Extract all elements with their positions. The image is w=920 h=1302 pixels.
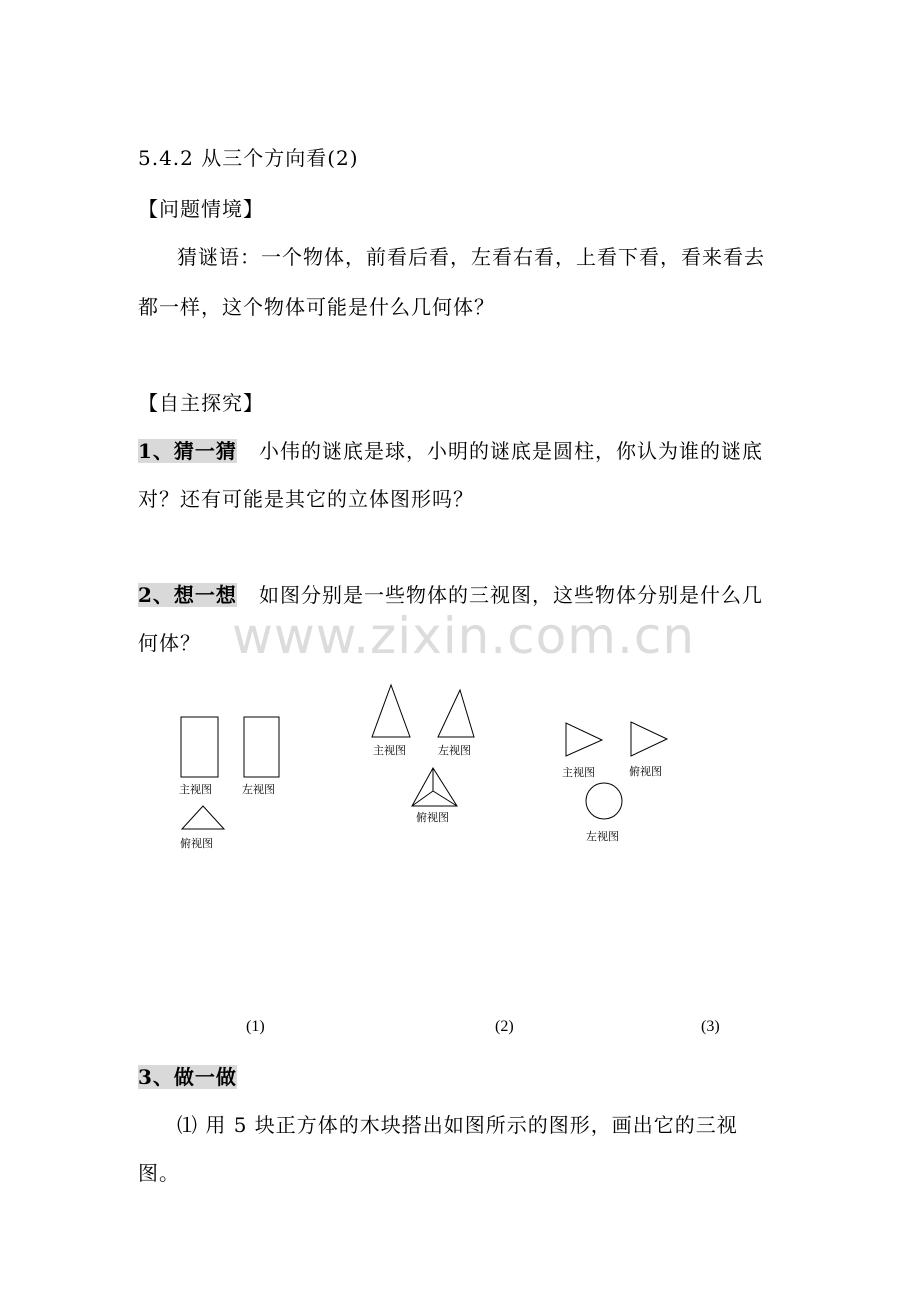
fig3-top-label: 俯视图 <box>629 765 662 778</box>
fig3-front-triangle <box>566 723 602 756</box>
fig1-caption: (1) <box>246 1018 265 1035</box>
q1-label: 1、猜一猜 <box>138 439 237 463</box>
situation-heading: 【问题情境】 <box>138 197 264 221</box>
q2-label: 2、想一想 <box>138 583 237 607</box>
fig3-left-circle <box>586 783 622 819</box>
fig3-front-label: 主视图 <box>562 766 595 779</box>
q3-text-line2: 图。 <box>138 1161 180 1185</box>
fig2-caption: (2) <box>495 1018 514 1035</box>
fig2-left-label: 左视图 <box>438 744 471 757</box>
fig2-top-edge-3 <box>433 791 457 806</box>
explore-heading: 【自主探究】 <box>138 391 264 415</box>
q2-text-line1: 如图分别是一些物体的三视图，这些物体分别是什么几 <box>259 583 763 607</box>
fig1-top-label: 俯视图 <box>180 837 213 850</box>
fig1-left-rect <box>244 717 279 777</box>
fig3-top-triangle <box>631 722 667 756</box>
fig2-top-edge-2 <box>412 791 433 806</box>
situation-text-line1: 猜谜语：一个物体，前看后看，左看右看，上看下看，看来看去 <box>177 245 765 269</box>
fig2-left-triangle <box>438 690 474 737</box>
fig2-front-label: 主视图 <box>373 744 406 757</box>
fig1-front-label: 主视图 <box>179 783 212 796</box>
figure-1 <box>179 717 279 850</box>
figure-3 <box>562 722 667 843</box>
q1-text-line2: 对？还有可能是其它的立体图形吗？ <box>138 487 474 511</box>
figure-2 <box>372 685 474 824</box>
fig2-front-triangle <box>372 685 410 737</box>
situation-text-line2: 都一样，这个物体可能是什么几何体？ <box>138 295 495 319</box>
q1-text-line1: 小伟的谜底是球，小明的谜底是圆柱，你认为谁的谜底 <box>259 439 763 463</box>
fig3-caption: (3) <box>701 1018 720 1035</box>
watermark: www.zixin.com.cn <box>232 607 696 665</box>
q3-label: 3、做一做 <box>138 1065 237 1089</box>
fig1-left-label: 左视图 <box>242 783 275 796</box>
q3-text-line1: ⑴ 用 5 块正方体的木块搭出如图所示的图形，画出它的三视 <box>177 1113 738 1137</box>
q2-text-line2: 何体？ <box>138 631 201 655</box>
fig1-top-triangle <box>182 806 224 829</box>
fig1-front-rect <box>181 717 218 777</box>
fig3-left-label: 左视图 <box>586 830 619 843</box>
fig2-top-triangle <box>412 768 457 806</box>
fig2-top-label: 俯视图 <box>416 811 449 824</box>
page-title: 5.4.2 从三个方向看(2) <box>138 146 359 170</box>
